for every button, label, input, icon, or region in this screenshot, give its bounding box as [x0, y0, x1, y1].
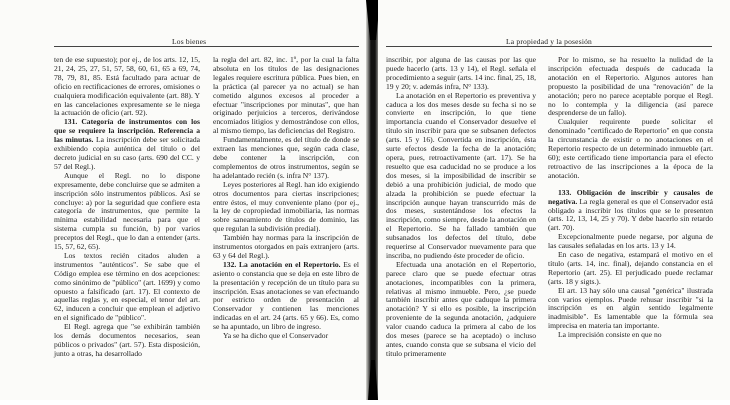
right-page-running-header: La propiedad y la posesión: [506, 37, 593, 46]
section-133-heading: [548, 189, 713, 234]
paragraph: Por lo mismo, se ha resuelto la nulidad de la inscripción efectuada después de caducada la anotación en el Repertorio. Algunos autores han propuesto la posibilidad de una "renovación" de la anotación; pero no parece aceptable porque el Regl. no lo contempla y la diligencia (así parece desprenderse de un fallo).: [548, 55, 713, 118]
paragraph: la regla del art. 82, inc. 1º, por la cual la falta absoluta en los títulos de las designaciones legales requiere escritura pública. Pues bien, en la práctica (al parecer ya no actual) se han cometido algunos excesos al proceder a efectuar "inscripciones por minutas", que han originado perjuicios a terceros, derivándose encomiados litigios y demostrándose con ellos, al mismo tiempo, las deficiencias del Registro.: [213, 55, 359, 136]
paragraph: Efectuada una anotación en el Repertorio, parece claro que se puede efectuar otras anotaciones, incompatibles con la primera, relativas al mismo inmueble. Pero, ¿se puede también inscribir antes que caduque la primera anotación? Y si ello es posible, la inscripción proveniente de la segunda anotación, ¿adquiere valor cuando caduca la primera al cabo de los dos meses (parece se ha aceptado) o incluso antes, cuando consta que se subsana el vicio del título primeramente: [386, 259, 536, 358]
paragraph: Fundamentalmente, es del título de donde se extraen las menciones que, según cada clase, debe contener la inscripción, con complementos de otros instrumentos, según se ha adelantado recién (s. infra N° 137).: [213, 135, 359, 180]
paragraph: inscribir, por alguna de las causas por las que puede hacerlo (arts. 13 y 14), el Regl. señala el procedimiento a seguir (arts. 14 inc. final, 25, 18, 19 y 20; v. además infra, N° 133).: [386, 55, 536, 91]
paragraph: El art. 13 hay sólo una causal "genérica" ilustrada con varios ejemplos. Puede rehusar inscribir "si la inscripción es en algún sentido legalmente inadmisible". Es lamentable que la fórmula sea imprecisa en materia tan importante.: [548, 285, 713, 331]
right-page-header-rule: [386, 46, 712, 47]
right-page-column-2: [548, 56, 713, 340]
left-page-column-2: [213, 56, 359, 341]
left-page-running-header: Los bienes: [172, 37, 207, 46]
section-131-intro: La inscripción debe ser solicitada exhibiendo copia auténtica del título o del decreto judicial en su caso (arts. 690 del CC. y 57 del Regl.).: [54, 135, 200, 171]
paragraph: La anotación en el Repertorio es preventiva y caduca a los dos meses desde su fecha si no se convierte en inscripción, lo que tiene importancia cuando el Conservador desuelve el título sin inscribir para que se subsanen defectos (arts. 15 y 16). Convertida en inscripción, ésta surte efectos desde la fecha de la anotación; opera, pues, retroactivamente (art. 17). Se ha resuelto que esa caducidad no se produce a los dos meses, si la imposibilidad de inscribir se debió a una prohibición judicial, de modo que alzada la prohibición se puede efectuar la inscripción aunque hayan transcurrido más de dos meses, sustentándose los efectos la inscripción, como siempre, desde la anotación en el Repertorio. Se ha fallado también que subsanados los defectos del título, debe requerirse al Conservador nuevamente para que inscriba, no pudiendo éste proceder de oficio.: [386, 90, 536, 260]
paragraph: También hay normas para la inscripción de instrumentos otorgados en país extranjero (arts. 63 y 64 del Regl.).: [213, 233, 359, 260]
paragraph: El Regl. agrega que "se exhibirán también los demás documentos necesarios, sean públicos o privados" (art. 57). Esta disposición, junto a otras, ha desarrollado: [54, 322, 200, 358]
right-page-column-1: [386, 56, 536, 359]
section-131-heading: [54, 118, 200, 171]
section-131-title: 131. Categoría de instrumentos con los que se requiere la inscripción. Referencia a las minutas.: [54, 117, 200, 145]
paragraph: Leyes posteriores al Regl. han ido exigiendo otros documentos para ciertas inscripciones; entre éstos, el muy conveniente plano (por ej., la ley de copropiedad inmobiliaria, las normas sobre saneamiento de títulos de dominio, las que regulan la subdivisión predial).: [213, 179, 359, 234]
left-page-column-1: [54, 56, 200, 359]
paragraph: Aunque el Regl. no lo dispone expresamente, debe concluirse que se admiten a inscripción sólo instrumentos públicos. Así se concluye: a) por la seguridad que confiere esta categoría de instrumentos, que permite la mínima estabilidad necesaria para que el sistema cumpla su función, b) por varios preceptos del Regl., que lo dan a entender (arts. 15, 57, 62, 65).: [54, 170, 200, 252]
paragraph: Los textos recién citados aluden a instrumentos "auténticos". Se sabe que el Código emplea ese término en dos acepciones: como sinónimo de "público" (art. 1699) y como opuesto a falsificado (art. 17). El contexto de aquellas reglas y, en especial, el tenor del art. 62, inducen a concluir que emplean el adjetivo en el significado de "público".: [54, 250, 200, 323]
left-page-header-rule: [54, 46, 359, 47]
section-132-heading: [213, 261, 359, 332]
section-132-title: 132. La anotación en el Repertorio.: [223, 259, 341, 269]
paragraph: La imprecisión consiste en que no: [558, 330, 662, 340]
paragraph: En caso de negativa, estampará el motivo en el título (arts. 14, inc. final), dejando constancia en el Repertorio (art. 25). El perjudicado puede reclamar (arts. 18 y sigts.).: [548, 250, 713, 286]
left-page: [0, 0, 368, 400]
paragraph: Ya se ha dicho que el Conservador: [223, 331, 329, 341]
section-132-intro: Es el asiento o constancia que se deja en este libro de la presentación y recepción de un título para su inscripción. Esas anotaciones se van efectuando por estricto orden de presentación al Conservador y contienen las menciones indicadas en el art. 24 (arts. 65 y 66). Es, como se ha apuntado, un libro de ingreso.: [213, 259, 360, 332]
right-page: [378, 0, 730, 400]
paragraph: ten de ese supuesto); por ej., de los arts. 12, 15, 21, 24, 25, 27, 51, 57, 58, 60, 61, 65 a 69, 74, 78, 79, 81, 85. Está facultado para actuar de oficio en rectificaciones de errores, omisiones o cualquiera modificación equivalente (art. 88). Y en las cancelaciones expresamente se le niega la actuación de oficio (art. 92).: [54, 55, 200, 118]
paragraph: Excepcionalmente puede negarse, por alguna de las causales señaladas en los arts. 13 y 14.: [548, 232, 713, 251]
paragraph: Cualquier requirente puede solicitar el denominado "certificado de Repertorio" en que consta la circunstancia de existir o no anotaciones en el Repertorio respecto de un determinado inmueble (art. 60); este certificado tiene importancia para el efecto retroactivo de las inscripciones a la época de la anotación.: [548, 117, 713, 180]
section-133-intro: La regla general es que el Conservador está obligado a inscribir los títulos que se le presenten (arts. 12, 13, 14, 25 y 70). Y debe hacerlo sin retardo (art. 70).: [548, 196, 713, 233]
section-133-title: 133. Obligación de inscribir y causales de negativa.: [548, 187, 713, 206]
